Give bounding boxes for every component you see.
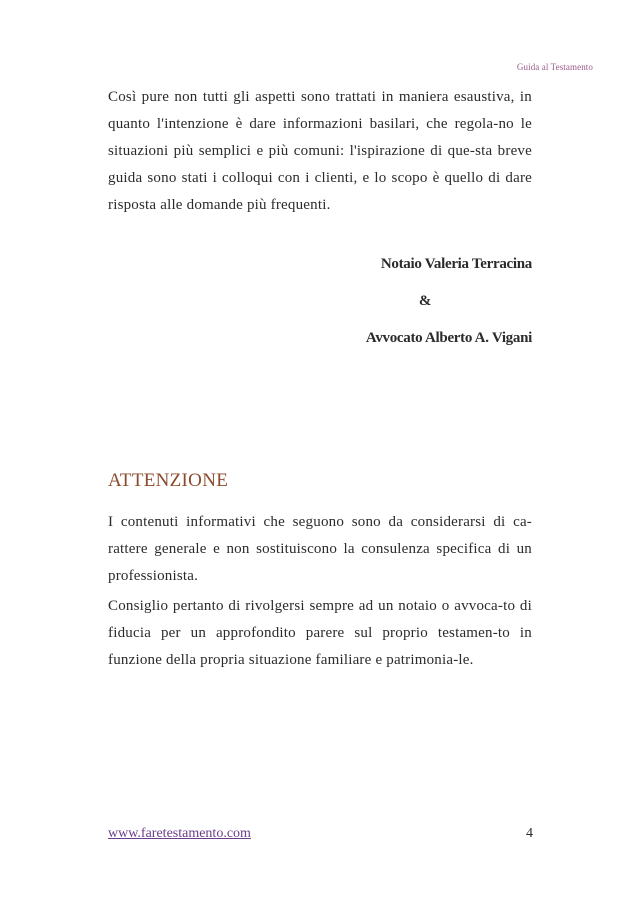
page-number: 4	[526, 826, 533, 841]
signature-author-2: Avvocato Alberto A. Vigani	[365, 330, 532, 346]
attention-paragraph-2: Consiglio pertanto di rivolgersi sempre ad un notaio o avvoca-to di fiducia per un approfondito parere sul proprio testamen-to in funzione della propria situazione familiare e patrimonia-le.	[108, 598, 532, 668]
intro-paragraph: Così pure non tutti gli aspetti sono trattati in maniera esaustiva, in quanto l'intenzione è dare informazioni basilari, che regola-no le situazioni più semplici e più comuni: l'ispirazione di que-sta breve guida sono stati i colloqui con i clienti, e lo scopo è quello di dare risposta alle domande più frequenti.	[108, 89, 532, 213]
signature-author-1: Notaio Valeria Terracina	[380, 256, 532, 272]
signature-ampersand: &	[418, 293, 432, 309]
running-header-title: Guida al Testamento	[516, 62, 593, 72]
attention-paragraph-1: I contenuti informativi che seguono sono da considerarsi di ca-rattere generale e non sostituiscono la consulenza specifica di un professionista.	[108, 514, 532, 584]
attention-heading: ATTENZIONE	[108, 470, 229, 491]
footer-website-link[interactable]: www.faretestamento.com	[108, 826, 251, 841]
